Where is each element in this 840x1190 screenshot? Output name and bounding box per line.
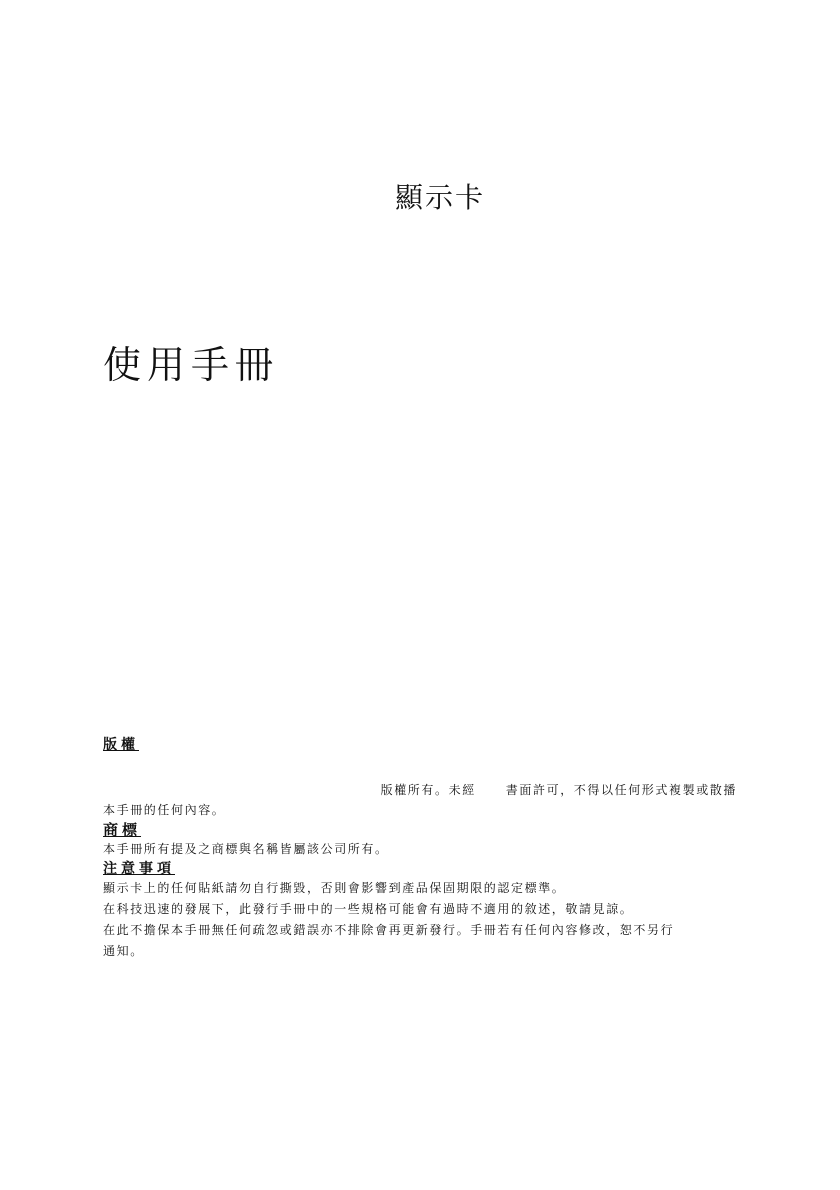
notes-line-1: 顯示卡上的任何貼紙請勿自行撕毀，否則會影響到產品保固期限的認定標準。: [103, 881, 566, 895]
notes-line-2: 在科技迅速的發展下，此發行手冊中的一些規格可能會有過時不適用的敘述，敬請見諒。: [103, 902, 634, 916]
trademark-heading: 商標: [103, 821, 142, 839]
legal-notice: [103, 736, 737, 962]
copyright-heading: 版權: [103, 737, 139, 753]
copyright-text-line-1: [103, 780, 737, 800]
notes-line-4: 通知。: [103, 944, 144, 958]
manual-title: 使用手冊: [103, 343, 280, 387]
notes-heading: 注意事項: [103, 861, 175, 877]
copyright-text-line-2: 本手冊的任何內容。: [103, 803, 226, 817]
copyright-text-part-2: 書面許可，不得以任何形式複製或散播: [505, 783, 737, 797]
product-title: 顯示卡: [394, 181, 485, 214]
notes-line-3: 在此不擔保本手冊無任何疏忽或錯誤亦不排除會再更新發行。手冊若有任何內容修改，恕不另行: [103, 923, 675, 937]
trademark-text: 本手冊所有提及之商標與名稱皆屬該公司所有。: [103, 842, 389, 856]
copyright-text-part-1: 版權所有。未經: [380, 783, 476, 797]
